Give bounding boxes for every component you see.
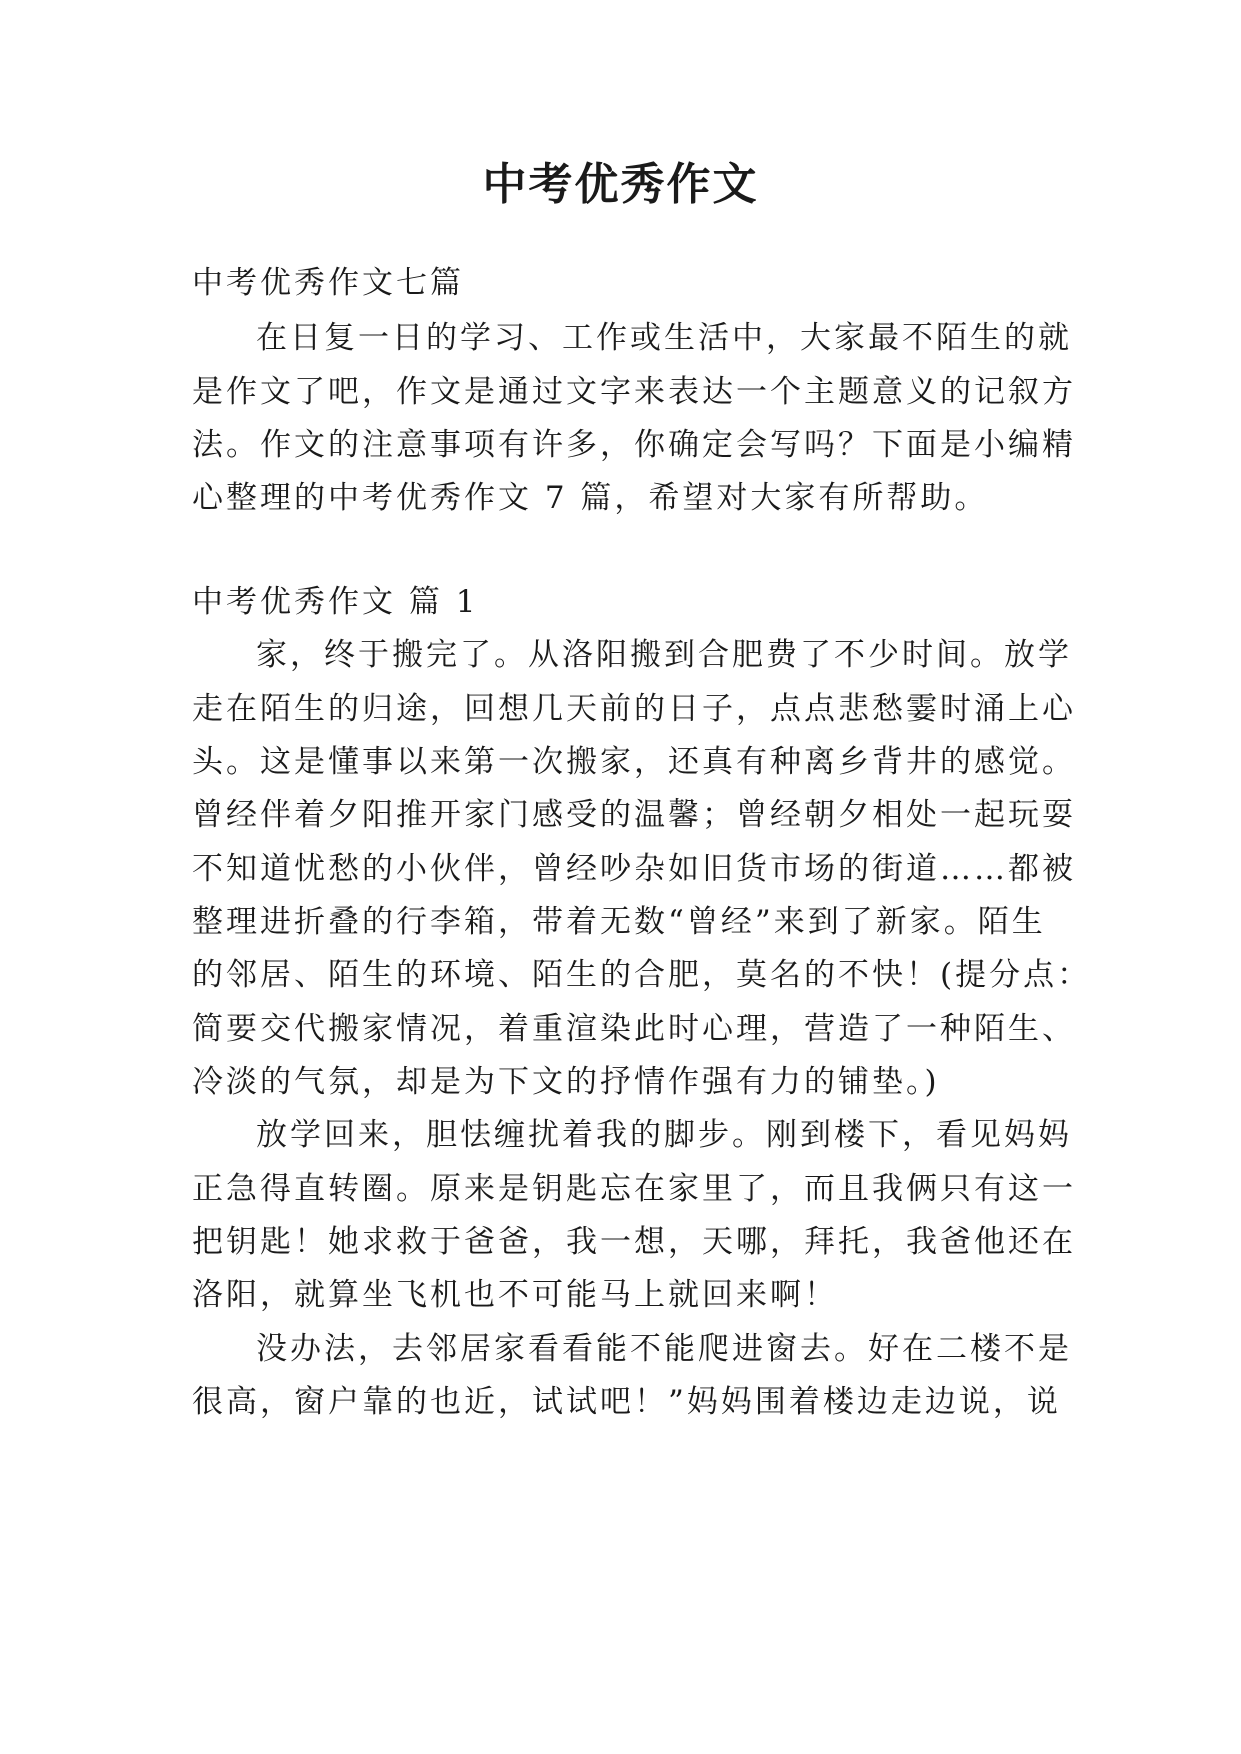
paragraph-line: 把钥匙！她求救于爸爸，我一想，天哪，拜托，我爸他还在 — [192, 1224, 1076, 1260]
paragraph-line: 冷淡的气氛，却是为下文的抒情作强有力的铺垫。) — [192, 1064, 940, 1100]
paragraph-line: 不知道忧愁的小伙伴，曾经吵杂如旧货市场的街道……都被 — [192, 851, 1076, 887]
paragraph-line: 正急得直转圈。原来是钥匙忘在家里了，而且我俩只有这一 — [192, 1171, 1076, 1207]
paragraph-line: 很高，窗户靠的也近，试试吧！”妈妈围着楼边走边说，说 — [192, 1384, 1061, 1420]
intro-line: 心整理的中考优秀作文 7 篇，希望对大家有所帮助。 — [192, 480, 989, 516]
paragraph-line: 没办法，去邻居家看看能不能爬进窗去。好在二楼不是 — [256, 1331, 1072, 1367]
paragraph-line: 曾经伴着夕阳推开家门感受的温馨；曾经朝夕相处一起玩耍 — [192, 797, 1076, 833]
intro-line: 在日复一日的学习、工作或生活中，大家最不陌生的就 — [256, 320, 1072, 356]
paragraph-line: 头。这是懂事以来第一次搬家，还真有种离乡背井的感觉。 — [192, 744, 1076, 780]
paragraph-line: 放学回来，胆怯缠扰着我的脚步。刚到楼下，看见妈妈 — [256, 1117, 1072, 1153]
intro-line: 是作文了吧，作文是通过文字来表达一个主题意义的记叙方 — [192, 374, 1076, 410]
section-heading: 中考优秀作文 篇 1 — [192, 584, 479, 620]
paragraph-line: 的邻居、陌生的环境、陌生的合肥，莫名的不快！(提分点： — [192, 957, 1092, 993]
paragraph-line: 洛阳，就算坐飞机也不可能马上就回来啊！ — [192, 1277, 838, 1313]
paragraph-line: 走在陌生的归途，回想几天前的日子，点点悲愁霎时涌上心 — [192, 691, 1076, 727]
paragraph-line: 家，终于搬完了。从洛阳搬到合肥费了不少时间。放学 — [256, 637, 1072, 673]
page-title: 中考优秀作文 — [482, 159, 759, 210]
paragraph-line: 简要交代搬家情况，着重渲染此时心理，营造了一种陌生、 — [192, 1011, 1076, 1047]
paragraph-line: 整理进折叠的行李箱，带着无数“曾经”来到了新家。陌生 — [192, 904, 1046, 940]
intro-line: 法。作文的注意事项有许多，你确定会写吗？下面是小编精 — [192, 427, 1076, 463]
subtitle: 中考优秀作文七篇 — [192, 265, 464, 301]
